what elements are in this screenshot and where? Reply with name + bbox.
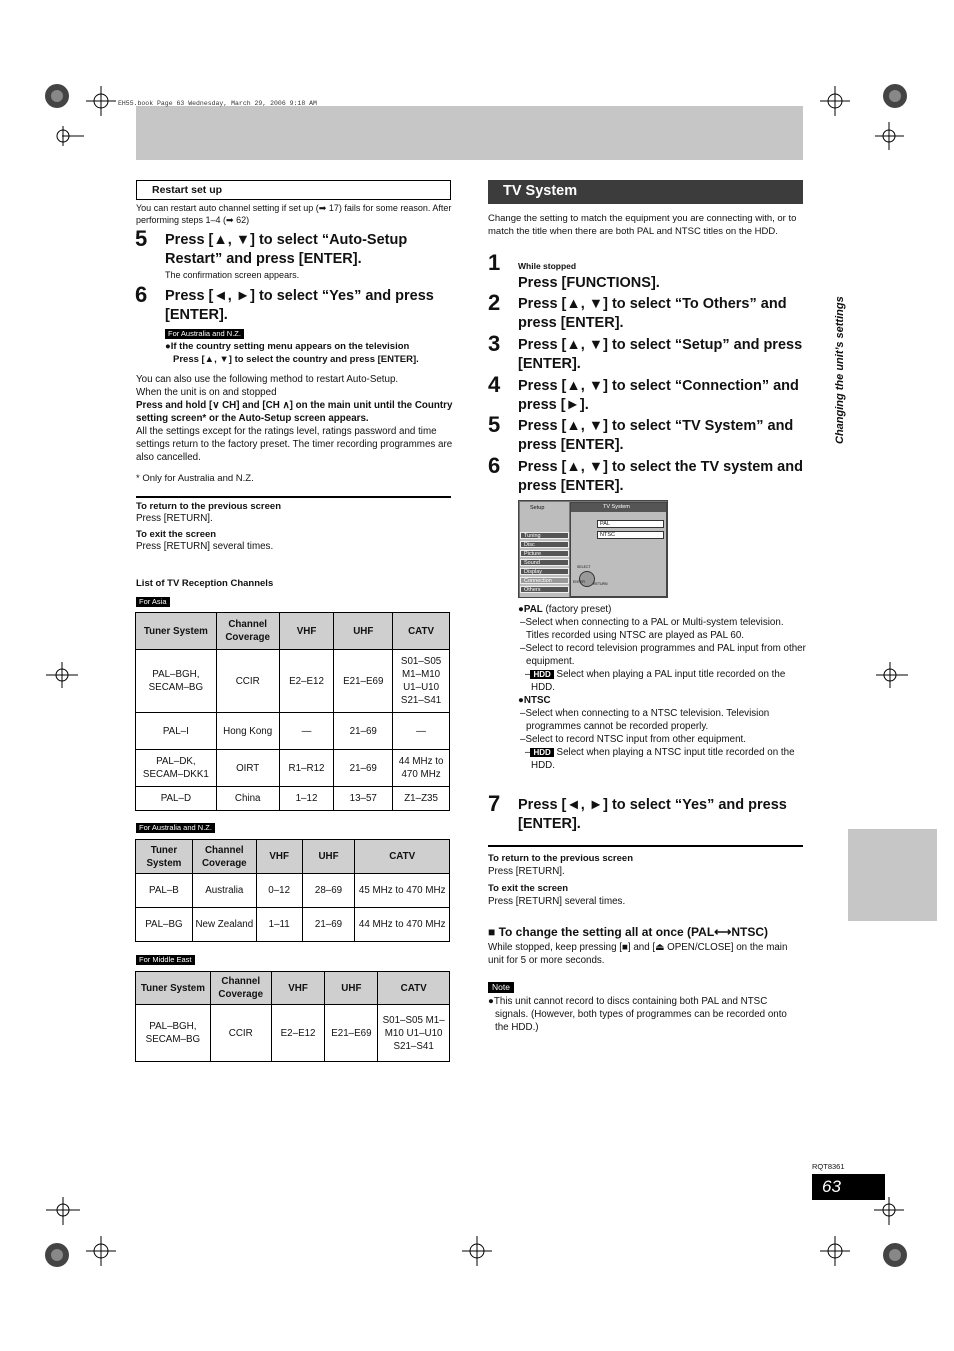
crosshair-icon (40, 660, 80, 690)
osd-menu-item: Display (520, 568, 569, 575)
region-tag: For Asia (136, 597, 170, 607)
table-header: CATV (393, 613, 450, 650)
table-header: UHF (334, 613, 393, 650)
exit-text: Press [RETURN] several times. (136, 541, 274, 552)
also-text: You can also use the following method to restart Auto-Setup. (136, 374, 399, 385)
table-cell: 44 MHz to 470 MHz (355, 908, 450, 942)
aus-note: Press [▲, ▼] to select the country and press [ENTER]. (173, 354, 419, 365)
step-text: Press [◄, ►] to select “Yes” and press [ENTER]. (518, 797, 787, 832)
change-title: ■ To change the setting all at once (PAL⟷NTSC) (488, 925, 769, 939)
ntsc-hdd: Select when playing a NTSC input title recorded on the HDD. (531, 747, 795, 771)
table-cell: 0–12 (256, 874, 302, 908)
table-cell: 45 MHz to 470 MHz (355, 874, 450, 908)
region-tag: For Middle East (136, 955, 195, 965)
step-number: 5 (488, 412, 501, 437)
table-cell: — (393, 713, 450, 750)
step-number: 5 (135, 226, 148, 251)
table-cell: OIRT (216, 750, 279, 787)
table-header: CATV (355, 840, 450, 874)
table-cell: CCIR (216, 650, 279, 713)
also-text: All the settings except for the ratings level, ratings password and time settings return to the factory preset. The timer recording programmes are also cancelled. (136, 426, 453, 463)
step-text: Press [▲, ▼] to select “Connection” and press [►]. (518, 378, 799, 413)
table-cell: E21–E69 (334, 650, 393, 713)
osd-menu-item: Connection (520, 577, 569, 584)
ntsc-item: –Select when connecting to a NTSC television. Television programmes cannot be recorded properly. (520, 708, 770, 732)
step-number: 4 (488, 372, 501, 397)
osd-return-label: RETURN (593, 582, 608, 586)
osd-menu-item: Disc (520, 541, 569, 548)
table-cell: 44 MHz to 470 MHz (393, 750, 450, 787)
table-cell: 21–69 (302, 908, 355, 942)
osd-select-label: SELECT (577, 565, 591, 569)
table-cell: S01–S05 M1–M10 U1–U10 S21–S41 (393, 650, 450, 713)
side-label: Changing the unit’s settings (834, 296, 846, 444)
restart-title: Restart set up (136, 180, 451, 200)
table-cell: PAL–BGH, SECAM–BG (136, 650, 217, 713)
hdd-tag: HDD (530, 670, 553, 679)
aus-channel-table (135, 839, 450, 942)
step-pre: While stopped (518, 261, 577, 271)
aus-note: ●If the country setting menu appears on the television (165, 341, 410, 352)
me-channel-table (135, 971, 450, 1062)
table-cell: 13–57 (334, 787, 393, 811)
ntsc-item: –Select to record NTSC input from other equipment. (520, 734, 746, 745)
table-header: Tuner System (136, 840, 193, 874)
registration-mark-icon (870, 1195, 920, 1285)
table-header: Tuner System (136, 613, 217, 650)
osd-menu (520, 502, 569, 597)
table-cell: PAL–BGH, SECAM–BG (136, 1005, 211, 1062)
table-header: VHF (279, 613, 334, 650)
table-header: Channel Coverage (192, 840, 256, 874)
osd-option: PAL (597, 520, 664, 528)
restart-intro: You can restart auto channel setting if set up (➡ 17) fails for some reason. After performing steps 1–4 (➡ 62) (136, 203, 452, 225)
side-tab (848, 829, 937, 921)
step-text: Press [▲, ▼] to select “Auto-Setup Restart” and press [ENTER]. (165, 232, 408, 267)
crosshair-icon (462, 1236, 492, 1266)
pal-item: –Select to record television programmes and PAL input from other equipment. (520, 643, 806, 667)
table-cell: S01–S05 M1–M10 U1–U10 S21–S41 (378, 1005, 450, 1062)
table-cell: 21–69 (334, 713, 393, 750)
table-cell: PAL–D (136, 787, 217, 811)
step-text: Press [▲, ▼] to select “TV System” and press [ENTER]. (518, 418, 794, 453)
step-text: Press [▲, ▼] to select “To Others” and press [ENTER]. (518, 296, 787, 331)
step-number: 3 (488, 331, 501, 356)
table-cell: Australia (192, 874, 256, 908)
section-title: TV System (488, 180, 803, 204)
table-header: Tuner System (136, 972, 211, 1005)
table-header: UHF (302, 840, 355, 874)
osd-title: Setup (530, 505, 545, 511)
table-cell: Hong Kong (216, 713, 279, 750)
exit-title: To exit the screen (136, 529, 217, 540)
pal-title: PAL (523, 604, 543, 615)
also-text: When the unit is on and stopped (136, 387, 277, 398)
page-code: RQT8361 (812, 1162, 845, 1171)
file-info: EH55.book Page 63 Wednesday, March 29, 2006 9:18 AM (118, 100, 317, 107)
table-cell: New Zealand (192, 908, 256, 942)
table-cell: Z1–Z35 (393, 787, 450, 811)
osd-menu-item: Tuning (520, 532, 569, 539)
region-tag: For Australia and N.Z. (165, 329, 244, 339)
list-title: List of TV Reception Channels (136, 578, 274, 589)
change-text: While stopped, keep pressing [■] and [⏏ OPEN/CLOSE] on the main unit for 5 or more seconds. (488, 942, 788, 966)
step-text: Press [▲, ▼] to select “Setup” and press [ENTER]. (518, 337, 803, 372)
table-header: Channel Coverage (210, 972, 271, 1005)
region-tag: For Australia and N.Z. (136, 823, 215, 833)
crosshair-icon (86, 1236, 116, 1266)
step-number: 6 (488, 453, 501, 478)
note-tag: Note (488, 982, 514, 993)
table-cell: PAL–BG (136, 908, 193, 942)
osd-enter-label: ENTER (573, 580, 585, 584)
exit-title: To exit the screen (488, 883, 569, 894)
table-cell: 28–69 (302, 874, 355, 908)
pal-suffix: (factory preset) (545, 604, 612, 615)
return-text: Press [RETURN]. (488, 866, 565, 877)
return-text: Press [RETURN]. (136, 513, 213, 524)
osd-menu-item: Others (520, 586, 569, 593)
return-title: To return to the previous screen (136, 501, 281, 512)
table-cell: R1–R12 (279, 750, 334, 787)
also-text: Press and hold [∨ CH] and [CH ∧] on the main unit until the Country setting screen* or the Auto-Setup screen appears. (136, 400, 453, 424)
step-number: 2 (488, 290, 501, 315)
table-cell: PAL–DK, SECAM–DKK1 (136, 750, 217, 787)
osd-panel (570, 502, 667, 597)
osd-screen (518, 500, 668, 598)
header-bar (136, 106, 803, 160)
registration-mark-icon (870, 78, 920, 168)
crosshair-icon (874, 660, 914, 690)
step-number: 7 (488, 791, 501, 816)
exit-text: Press [RETURN] several times. (488, 896, 626, 907)
osd-menu-item: Sound (520, 559, 569, 566)
return-title: To return to the previous screen (488, 853, 633, 864)
pal-item: –Select when connecting to a PAL or Multi-system television. Titles recorded using NTSC are played as PAL 60. (520, 617, 784, 641)
table-cell: E21–E69 (325, 1005, 378, 1062)
step-text: Press [◄, ►] to select “Yes” and press [ENTER]. (165, 288, 434, 323)
table-cell: E2–E12 (271, 1005, 325, 1062)
crosshair-icon (820, 86, 850, 116)
table-cell: — (279, 713, 334, 750)
step-text: Press [▲, ▼] to select the TV system and press [ENTER]. (518, 459, 803, 494)
osd-option: NTSC (597, 531, 664, 539)
note-text: ●This unit cannot record to discs containing both PAL and NTSC signals. (However, both types of programmes can be recorded onto the HDD.) (488, 996, 787, 1033)
pal-hdd: Select when playing a PAL input title recorded on the HDD. (531, 669, 786, 693)
step-number: 6 (135, 282, 148, 307)
table-cell: PAL–I (136, 713, 217, 750)
page-number: 63 (812, 1174, 885, 1200)
table-cell: 1–12 (279, 787, 334, 811)
table-header: VHF (271, 972, 325, 1005)
table-cell: PAL–B (136, 874, 193, 908)
table-header: VHF (256, 840, 302, 874)
table-cell: E2–E12 (279, 650, 334, 713)
table-cell: 21–69 (334, 750, 393, 787)
step-note: The confirmation screen appears. (165, 270, 300, 280)
pal-section: ●PAL (factory preset) –Select when connecting to a PAL or Multi-system television. Titles recorded using NTSC are played as PAL 60. –Select to record television programmes and PAL input from other equipment. – HDD Select when playing a PAL input title recorded on the HDD. ●NTSC –Select when connecting to a NTSC television. Television programmes cannot be recorded properly. –Select to record NTSC input from other equipment. – HDD Select when playing a NTSC input title recorded on the HDD. (518, 604, 806, 771)
hdd-tag: HDD (530, 748, 553, 757)
divider (488, 845, 803, 847)
table-cell: CCIR (210, 1005, 271, 1062)
table-header: UHF (325, 972, 378, 1005)
section-intro: Change the setting to match the equipment you are connecting with, or to match the title when there are both PAL and NTSC titles on the HDD. (488, 213, 797, 237)
osd-panel-title: TV System (571, 503, 666, 512)
crosshair-icon (86, 86, 116, 116)
divider (136, 496, 451, 498)
table-header: Channel Coverage (216, 613, 279, 650)
footnote: * Only for Australia and N.Z. (136, 473, 254, 484)
osd-menu-item: Picture (520, 550, 569, 557)
asia-channel-table (135, 612, 450, 811)
table-cell: China (216, 787, 279, 811)
crosshair-icon (820, 1236, 850, 1266)
step-text: Press [FUNCTIONS]. (518, 275, 660, 291)
table-header: CATV (378, 972, 450, 1005)
table-cell: 1–11 (256, 908, 302, 942)
ntsc-title: NTSC (523, 695, 551, 706)
step-number: 1 (488, 250, 501, 275)
